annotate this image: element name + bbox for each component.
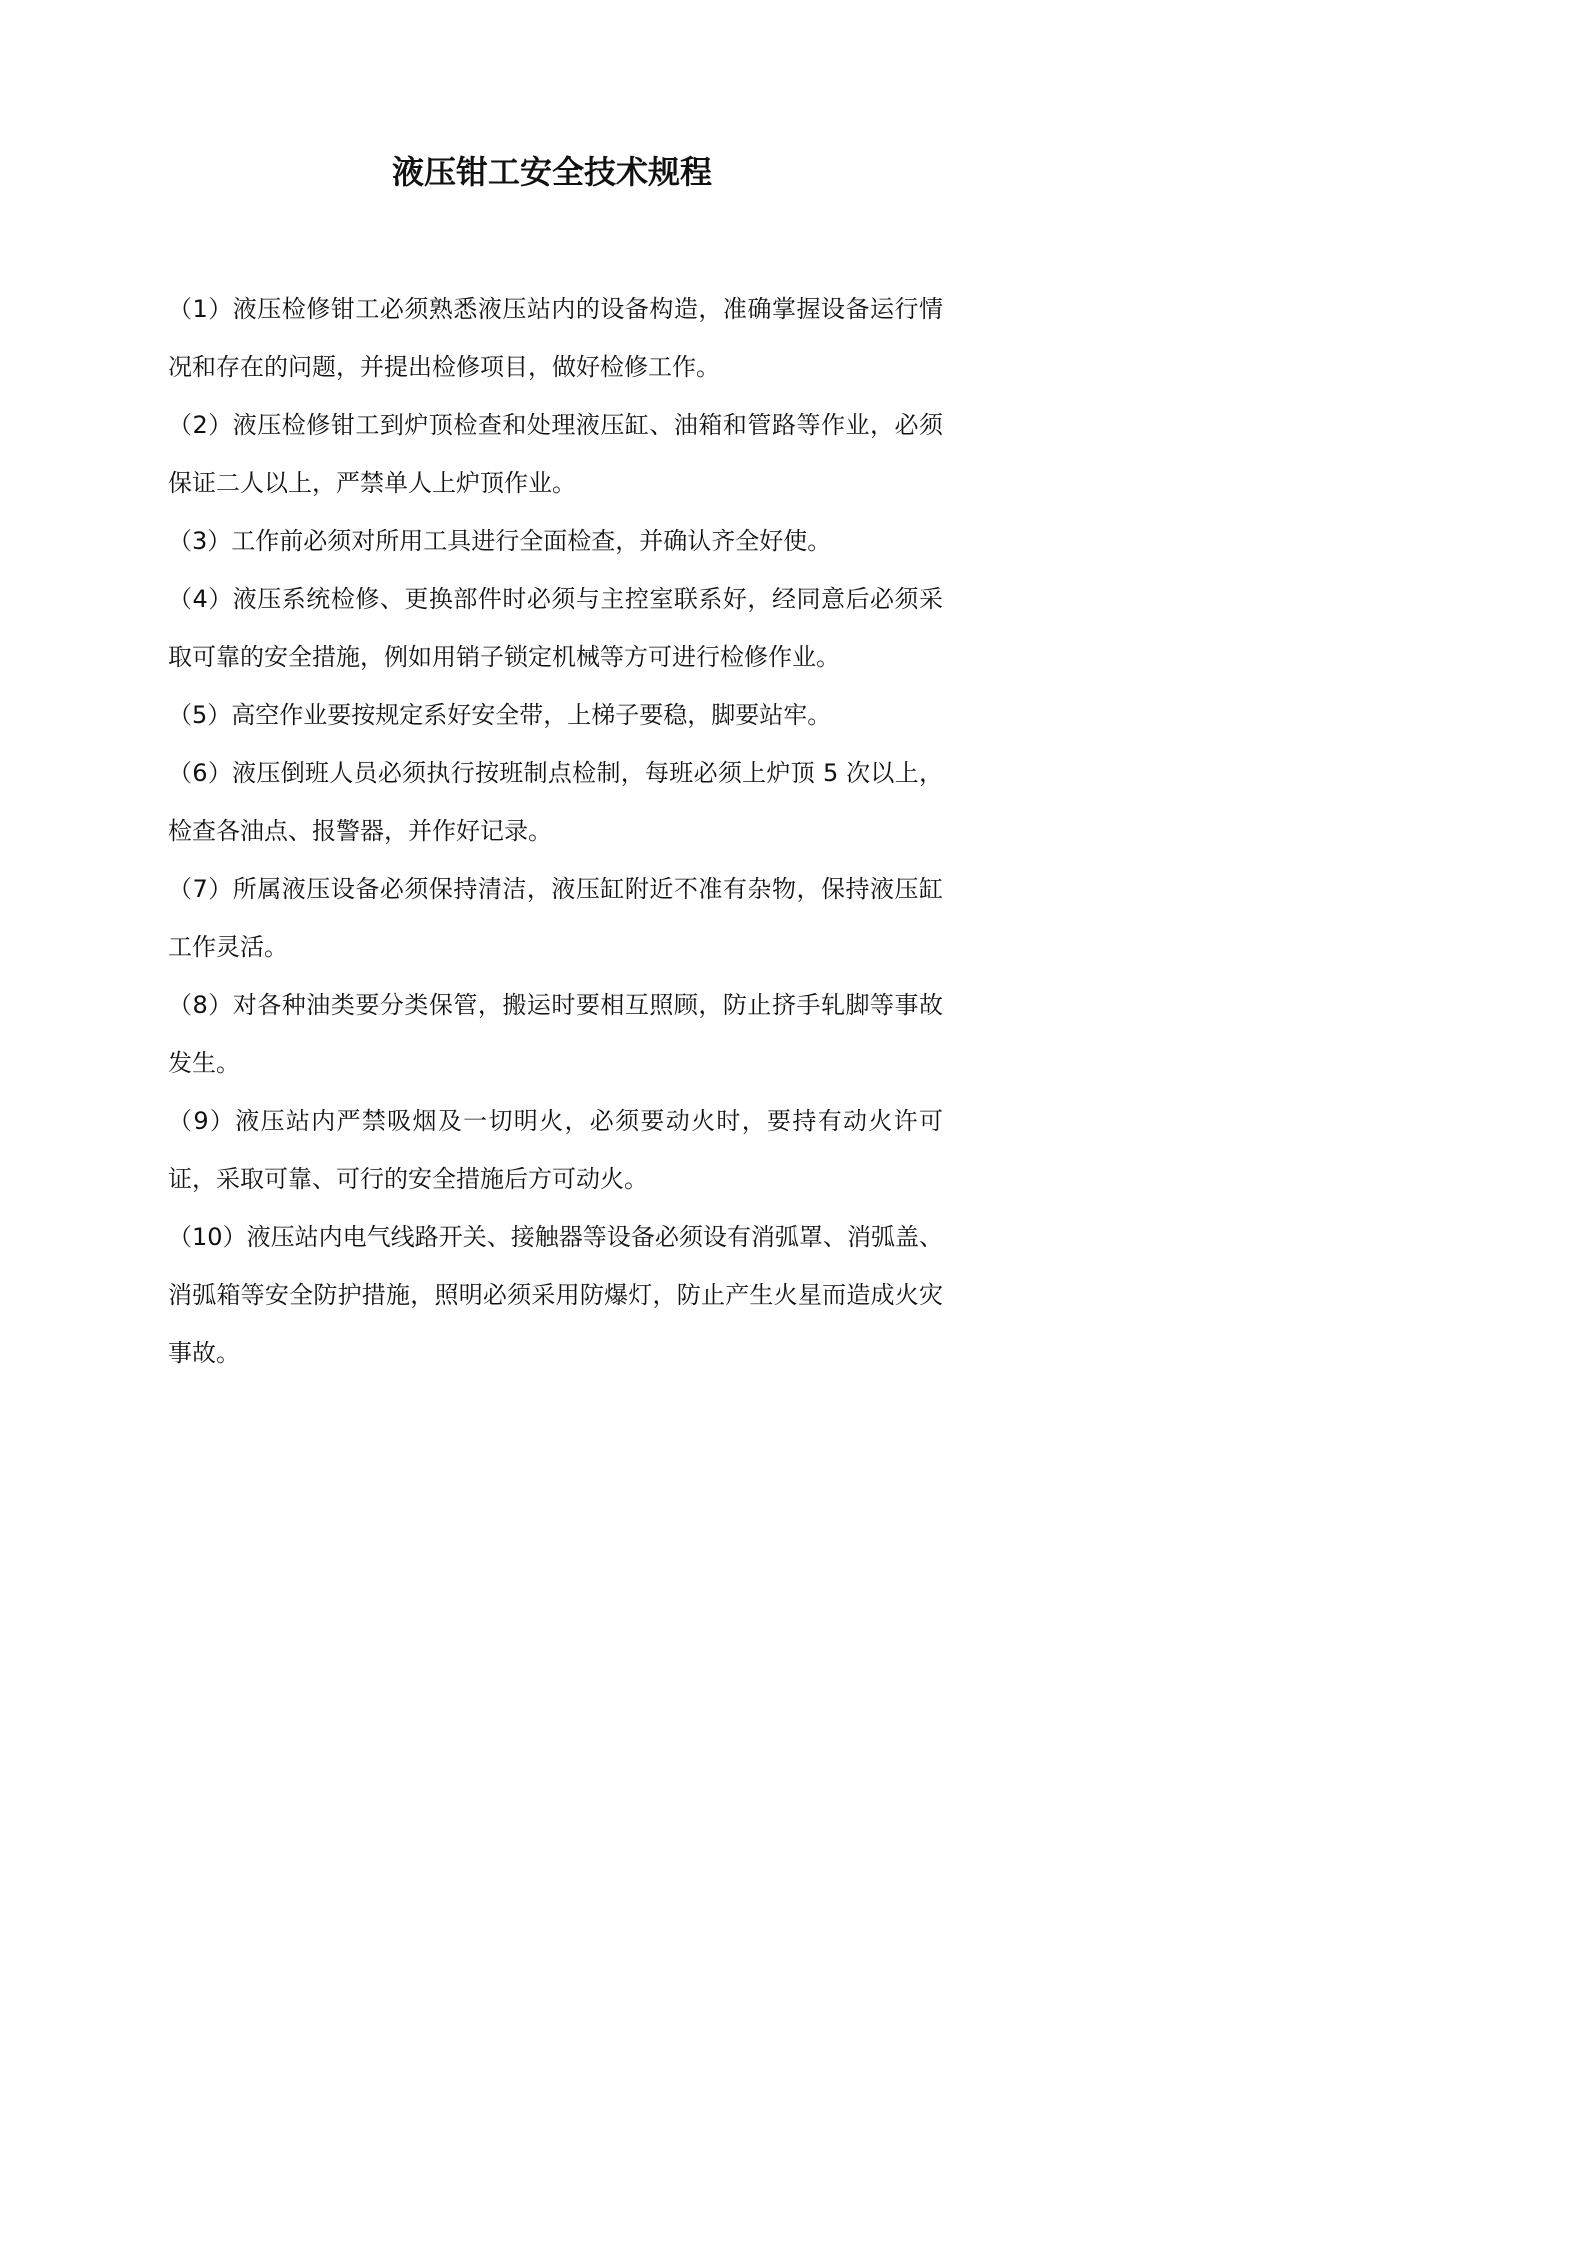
clause-2: （2）液压检修钳工到炉顶检查和处理液压缸、油箱和管路等作业，必须保证二人以上，严禁单人上炉顶作业。 [168,411,943,497]
clause-7: （7）所属液压设备必须保持清洁，液压缸附近不准有杂物，保持液压缸工作灵活。 [168,875,943,961]
document-page [0,0,1104,1561]
clause-4: （4）液压系统检修、更换部件时必须与主控室联系好，经同意后必须采取可靠的安全措施，例如用销子锁定机械等方可进行检修作业。 [168,585,943,671]
clause-3: （3）工作前必须对所用工具进行全面检查，并确认齐全好使。 [168,527,832,555]
document-title: 液压钳工安全技术规程 [391,153,712,191]
clause-10: （10）液压站内电气线路开关、接触器等设备必须设有消弧罩、消弧盖、消弧箱等安全防护措施，照明必须采用防爆灯，防止产生火星而造成火灾事故。 [168,1223,943,1367]
clause-5: （5）高空作业要按规定系好安全带，上梯子要稳，脚要站牢。 [168,701,832,729]
clause-list [168,280,943,1382]
clause-9: （9）液压站内严禁吸烟及一切明火，必须要动火时，要持有动火许可证，采取可靠、可行的安全措施后方可动火。 [168,1107,943,1193]
clause-6: （6）液压倒班人员必须执行按班制点检制，每班必须上炉顶 5 次以上，检查各油点、报警器，并作好记录。 [168,759,943,845]
clause-8: （8）对各种油类要分类保管，搬运时要相互照顾，防止挤手轧脚等事故发生。 [168,991,943,1077]
clause-1: （1）液压检修钳工必须熟悉液压站内的设备构造，准确掌握设备运行情况和存在的问题，并提出检修项目，做好检修工作。 [168,295,943,381]
